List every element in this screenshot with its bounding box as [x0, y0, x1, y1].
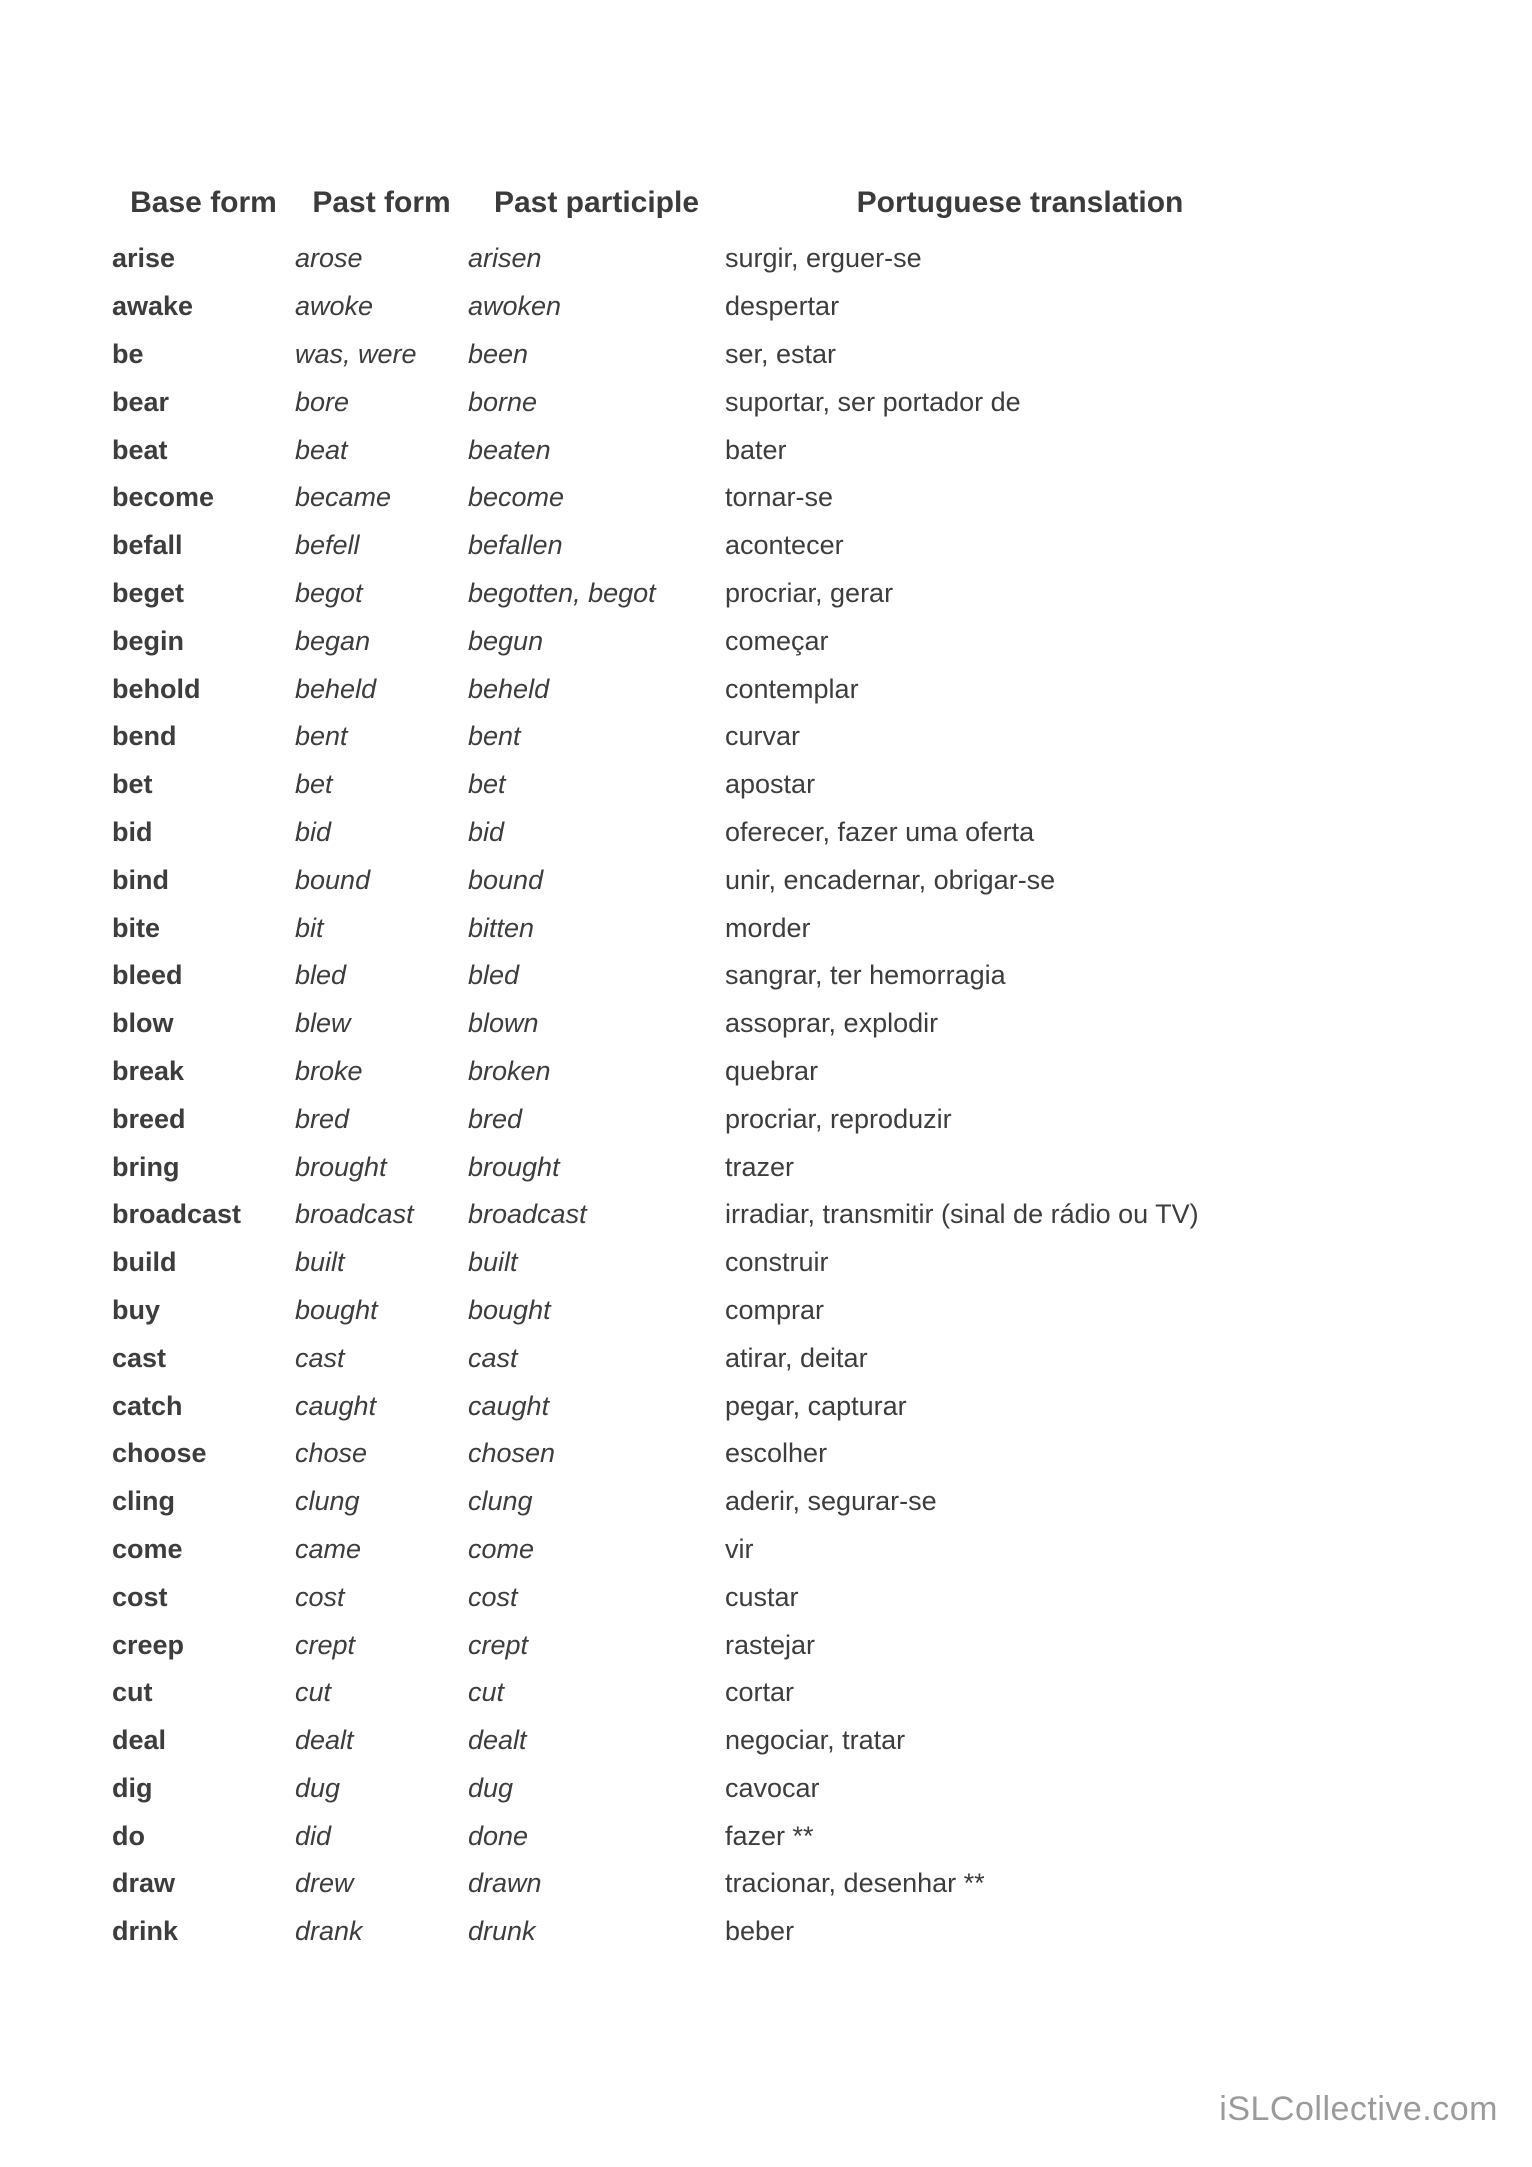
cell-translation: começar [725, 625, 829, 656]
cell-participle: cast [468, 1342, 518, 1373]
cell-base: become [112, 482, 215, 513]
cell-base: cost [112, 1581, 168, 1612]
cell-past: bound [295, 864, 371, 895]
cell-participle: come [468, 1533, 535, 1564]
cell-translation: fazer ** [725, 1820, 814, 1851]
cell-past: bent [295, 721, 348, 752]
table-header-row [112, 183, 1315, 223]
cell-base: bring [112, 1151, 180, 1182]
cell-past: bore [295, 386, 350, 417]
table-row [112, 1908, 1315, 1956]
cell-base: break [112, 1055, 185, 1086]
cell-base: bid [112, 816, 153, 847]
cell-base: cast [112, 1342, 167, 1373]
cell-translation: quebrar [725, 1055, 819, 1086]
cell-participle: beaten [468, 434, 551, 465]
irregular-verbs-table [112, 183, 1315, 1956]
table-row [112, 1478, 1315, 1526]
cell-base: cling [112, 1486, 176, 1517]
cell-translation: custar [725, 1581, 799, 1612]
cell-translation: rastejar [725, 1629, 816, 1660]
cell-participle: caught [468, 1390, 550, 1421]
cell-base: beget [112, 577, 185, 608]
table-row [112, 378, 1315, 426]
table-row [112, 665, 1315, 713]
cell-base: bend [112, 721, 177, 752]
cell-participle: bid [468, 816, 505, 847]
cell-base: begin [112, 625, 184, 656]
cell-participle: clung [468, 1486, 533, 1517]
cell-base: breed [112, 1103, 186, 1134]
cell-base: do [112, 1820, 145, 1851]
cell-base: beat [112, 434, 168, 465]
cell-past: begot [295, 577, 363, 608]
table-row [112, 1669, 1315, 1717]
cell-past: arose [295, 243, 363, 274]
cell-translation: trazer [725, 1151, 795, 1182]
cell-participle: begotten, begot [468, 577, 656, 608]
cell-past: drank [295, 1916, 363, 1947]
table-row [112, 1000, 1315, 1048]
cell-base: catch [112, 1390, 183, 1421]
cell-participle: become [468, 482, 565, 513]
cell-participle: bred [468, 1103, 523, 1134]
cell-translation: surgir, erguer-se [725, 243, 922, 274]
table-row [112, 1048, 1315, 1096]
column-header-portuguese-translation: Portuguese translation [856, 186, 1184, 219]
cell-base: build [112, 1247, 177, 1278]
cell-past: drew [295, 1868, 354, 1899]
cell-base: arise [112, 243, 176, 274]
cell-translation: atirar, deitar [725, 1342, 868, 1373]
cell-past: bid [295, 816, 332, 847]
cell-participle: bent [468, 721, 521, 752]
table-row [112, 1334, 1315, 1382]
table-row [112, 1430, 1315, 1478]
cell-past: bled [295, 960, 347, 991]
cell-translation: procriar, reproduzir [725, 1103, 952, 1134]
column-header-base-form: Base form [130, 186, 277, 219]
table-body [112, 235, 1315, 1956]
cell-base: broadcast [112, 1199, 242, 1230]
cell-past: broadcast [295, 1199, 414, 1230]
cell-past: clung [295, 1486, 360, 1517]
table-row [112, 1717, 1315, 1765]
cell-base: draw [112, 1868, 176, 1899]
table-row [112, 761, 1315, 809]
table-row [112, 1526, 1315, 1574]
cell-participle: broken [468, 1055, 551, 1086]
cell-participle: built [468, 1247, 518, 1278]
cell-past: bit [295, 912, 324, 943]
cell-translation: negociar, tratar [725, 1725, 906, 1756]
table-row [112, 952, 1315, 1000]
cell-translation: pegar, capturar [725, 1390, 907, 1421]
cell-past: broke [295, 1055, 363, 1086]
cell-past: dealt [295, 1725, 354, 1756]
cell-participle: been [468, 338, 529, 369]
cell-translation: irradiar, transmitir (sinal de rádio ou TV) [725, 1199, 1199, 1230]
table-row [112, 617, 1315, 665]
cell-translation: unir, encadernar, obrigar-se [725, 864, 1056, 895]
cell-past: caught [295, 1390, 377, 1421]
table-row [112, 1765, 1315, 1813]
cell-translation: procriar, gerar [725, 577, 894, 608]
cell-translation: cavocar [725, 1772, 820, 1803]
cell-base: bet [112, 769, 153, 800]
table-row [112, 283, 1315, 331]
cell-past: began [295, 625, 371, 656]
cell-translation: acontecer [725, 530, 844, 561]
cell-past: became [295, 482, 392, 513]
table-row [112, 1143, 1315, 1191]
cell-participle: dug [468, 1772, 514, 1803]
cell-participle: beheld [468, 673, 550, 704]
table-row [112, 1239, 1315, 1287]
cell-participle: befallen [468, 530, 563, 561]
cell-base: drink [112, 1916, 179, 1947]
cell-translation: aderir, segurar-se [725, 1486, 937, 1517]
cell-translation: suportar, ser portador de [725, 386, 1021, 417]
cell-translation: tornar-se [725, 482, 834, 513]
table-row [112, 1287, 1315, 1335]
cell-participle: drunk [468, 1916, 536, 1947]
table-row [112, 522, 1315, 570]
cell-base: come [112, 1533, 183, 1564]
table-row [112, 235, 1315, 283]
cell-participle: bitten [468, 912, 535, 943]
cell-participle: done [468, 1820, 529, 1851]
cell-participle: begun [468, 625, 544, 656]
cell-base: cut [112, 1677, 153, 1708]
cell-translation: construir [725, 1247, 829, 1278]
table-row [112, 1860, 1315, 1908]
table-row [112, 809, 1315, 857]
cell-base: blow [112, 1008, 174, 1039]
cell-participle: cost [468, 1581, 518, 1612]
table-row [112, 904, 1315, 952]
cell-base: bear [112, 386, 170, 417]
cell-translation: despertar [725, 291, 840, 322]
table-row [112, 1621, 1315, 1669]
table-row [112, 1382, 1315, 1430]
cell-participle: bled [468, 960, 520, 991]
cell-past: did [295, 1820, 332, 1851]
cell-participle: bet [468, 769, 506, 800]
cell-participle: awoken [468, 291, 562, 322]
cell-base: bite [112, 912, 161, 943]
cell-participle: bound [468, 864, 544, 895]
cell-participle: brought [468, 1151, 560, 1182]
cell-translation: escolher [725, 1438, 828, 1469]
cell-participle: drawn [468, 1868, 542, 1899]
cell-base: be [112, 338, 144, 369]
cell-past: came [295, 1533, 362, 1564]
cell-translation: apostar [725, 769, 816, 800]
cell-past: cost [295, 1581, 345, 1612]
table-row [112, 331, 1315, 379]
cell-past: chose [295, 1438, 368, 1469]
table-row [112, 1191, 1315, 1239]
cell-past: befell [295, 530, 360, 561]
cell-translation: vir [725, 1533, 754, 1564]
cell-past: bred [295, 1103, 350, 1134]
cell-past: was, were [295, 338, 417, 369]
cell-base: bind [112, 864, 169, 895]
cell-participle: broadcast [468, 1199, 587, 1230]
cell-base: deal [112, 1725, 167, 1756]
cell-past: cast [295, 1342, 345, 1373]
cell-participle: blown [468, 1008, 539, 1039]
cell-translation: tracionar, desenhar ** [725, 1868, 985, 1899]
cell-translation: sangrar, ter hemorragia [725, 960, 1006, 991]
cell-translation: bater [725, 434, 787, 465]
cell-base: choose [112, 1438, 207, 1469]
cell-translation: curvar [725, 721, 801, 752]
cell-past: bought [295, 1294, 378, 1325]
cell-participle: chosen [468, 1438, 556, 1469]
cell-base: creep [112, 1629, 185, 1660]
cell-base: befall [112, 530, 183, 561]
cell-participle: dealt [468, 1725, 527, 1756]
column-header-past-participle: Past participle [493, 186, 700, 219]
watermark-islcollective: iSLCollective.com [1219, 2090, 1498, 2128]
table-row [112, 474, 1315, 522]
cell-base: bleed [112, 960, 183, 991]
cell-past: brought [295, 1151, 387, 1182]
cell-base: dig [112, 1772, 153, 1803]
cell-past: dug [295, 1772, 341, 1803]
cell-translation: ser, estar [725, 338, 837, 369]
table-row [112, 1812, 1315, 1860]
cell-translation: beber [725, 1916, 795, 1947]
cell-past: blew [295, 1008, 351, 1039]
table-row [112, 1095, 1315, 1143]
cell-past: bet [295, 769, 333, 800]
cell-participle: borne [468, 386, 538, 417]
cell-participle: arisen [468, 243, 542, 274]
cell-past: awoke [295, 291, 374, 322]
cell-base: behold [112, 673, 201, 704]
cell-translation: cortar [725, 1677, 795, 1708]
cell-translation: morder [725, 912, 811, 943]
cell-past: built [295, 1247, 345, 1278]
table-row [112, 1573, 1315, 1621]
cell-base: awake [112, 291, 194, 322]
cell-participle: bought [468, 1294, 551, 1325]
cell-base: buy [112, 1294, 161, 1325]
table-row [112, 426, 1315, 474]
cell-past: beheld [295, 673, 377, 704]
column-header-past-form: Past form [312, 186, 451, 219]
cell-participle: cut [468, 1677, 505, 1708]
table-row [112, 713, 1315, 761]
cell-translation: contemplar [725, 673, 859, 704]
cell-past: cut [295, 1677, 332, 1708]
cell-translation: assoprar, explodir [725, 1008, 939, 1039]
table-row [112, 856, 1315, 904]
cell-participle: crept [468, 1629, 529, 1660]
cell-past: beat [295, 434, 348, 465]
table-row [112, 570, 1315, 618]
cell-past: crept [295, 1629, 356, 1660]
cell-translation: comprar [725, 1294, 825, 1325]
cell-translation: oferecer, fazer uma oferta [725, 816, 1035, 847]
